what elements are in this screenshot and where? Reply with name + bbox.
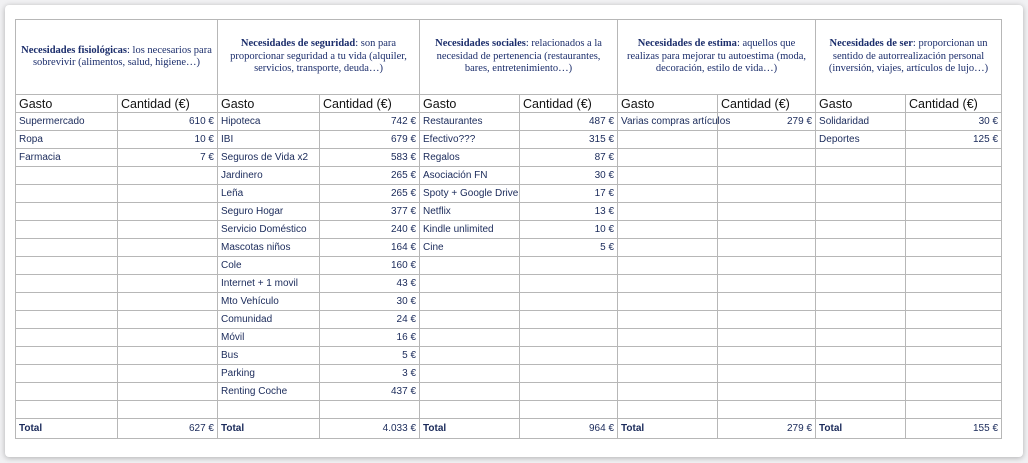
- amount-cell[interactable]: [118, 329, 218, 347]
- amount-cell[interactable]: 5 €: [320, 347, 420, 365]
- total-label-cell[interactable]: Total: [618, 419, 718, 439]
- expense-cell[interactable]: [420, 347, 520, 365]
- expense-cell[interactable]: [618, 311, 718, 329]
- expense-cell[interactable]: Farmacia: [16, 149, 118, 167]
- expense-cell[interactable]: [16, 221, 118, 239]
- expense-cell[interactable]: Móvil: [218, 329, 320, 347]
- section-title: Necesidades de estima: [637, 38, 737, 50]
- amount-cell[interactable]: [906, 311, 1002, 329]
- amount-cell[interactable]: 377 €: [320, 203, 420, 221]
- total-label-cell[interactable]: Total: [16, 419, 118, 439]
- expense-cell[interactable]: [618, 203, 718, 221]
- expense-cell[interactable]: [816, 311, 906, 329]
- empty-cell[interactable]: [906, 401, 1002, 419]
- amount-cell[interactable]: 315 €: [520, 131, 618, 149]
- expense-cell[interactable]: [16, 329, 118, 347]
- table-row: [16, 239, 1002, 257]
- amount-cell[interactable]: [906, 365, 1002, 383]
- table-row: [16, 221, 1002, 239]
- expense-cell[interactable]: Seguro Hogar: [218, 203, 320, 221]
- section-description: : aquellos que realizas para mejorar tu autoestima (moda, decoración, estilo de vida…): [627, 38, 807, 75]
- expense-cell[interactable]: Restaurantes: [420, 113, 520, 131]
- expense-cell[interactable]: Kindle unlimited: [420, 221, 520, 239]
- amount-cell[interactable]: [118, 239, 218, 257]
- table-row: [16, 275, 1002, 293]
- expense-cell[interactable]: [420, 383, 520, 401]
- total-value-cell[interactable]: 279 €: [718, 419, 816, 439]
- table-row: [16, 113, 1002, 131]
- amount-cell[interactable]: 16 €: [320, 329, 420, 347]
- expense-cell[interactable]: [618, 131, 718, 149]
- amount-cell[interactable]: 87 €: [520, 149, 618, 167]
- col-header-amount[interactable]: Cantidad (€): [906, 95, 1002, 113]
- amount-cell[interactable]: [718, 293, 816, 311]
- expense-cell[interactable]: [618, 293, 718, 311]
- amount-cell[interactable]: [718, 149, 816, 167]
- expense-cell[interactable]: [816, 383, 906, 401]
- expense-cell[interactable]: [16, 185, 118, 203]
- total-label-cell[interactable]: Total: [816, 419, 906, 439]
- expense-cell[interactable]: [816, 185, 906, 203]
- col-header-amount[interactable]: Cantidad (€): [320, 95, 420, 113]
- total-label-cell[interactable]: Total: [420, 419, 520, 439]
- expense-cell[interactable]: [618, 383, 718, 401]
- col-header-expense[interactable]: Gasto: [420, 95, 520, 113]
- amount-cell[interactable]: [906, 383, 1002, 401]
- amount-cell[interactable]: [906, 167, 1002, 185]
- amount-cell[interactable]: [718, 275, 816, 293]
- amount-cell[interactable]: 43 €: [320, 275, 420, 293]
- empty-cell[interactable]: [420, 401, 520, 419]
- amount-cell[interactable]: 583 €: [320, 149, 420, 167]
- total-label-cell[interactable]: Total: [218, 419, 320, 439]
- amount-cell[interactable]: [118, 347, 218, 365]
- table-row: [16, 383, 1002, 401]
- expense-cell[interactable]: Spoty + Google Drive: [420, 185, 520, 203]
- total-row: [16, 419, 1002, 439]
- amount-cell[interactable]: 487 €: [520, 113, 618, 131]
- expense-cell[interactable]: [816, 203, 906, 221]
- amount-cell[interactable]: 5 €: [520, 239, 618, 257]
- amount-cell[interactable]: 30 €: [520, 167, 618, 185]
- expense-cell[interactable]: Cole: [218, 257, 320, 275]
- total-value-cell[interactable]: 155 €: [906, 419, 1002, 439]
- expense-cell[interactable]: [16, 347, 118, 365]
- table-row: [16, 311, 1002, 329]
- col-header-expense[interactable]: Gasto: [816, 95, 906, 113]
- expense-cell[interactable]: Varias compras artículos: [618, 113, 718, 131]
- column-header-row: [16, 95, 1002, 113]
- expense-cell[interactable]: [16, 383, 118, 401]
- expense-cell[interactable]: [16, 293, 118, 311]
- expense-cell[interactable]: [420, 275, 520, 293]
- expense-cell[interactable]: [816, 221, 906, 239]
- amount-cell[interactable]: [718, 131, 816, 149]
- expense-cell[interactable]: [816, 365, 906, 383]
- amount-cell[interactable]: [906, 203, 1002, 221]
- amount-cell[interactable]: 437 €: [320, 383, 420, 401]
- amount-cell[interactable]: [520, 347, 618, 365]
- expense-cell[interactable]: [16, 275, 118, 293]
- section-description: : los necesarios para sobrevivir (alimentos, salud, higiene…): [32, 44, 212, 68]
- amount-cell[interactable]: [118, 275, 218, 293]
- amount-cell[interactable]: [906, 329, 1002, 347]
- expense-cell[interactable]: Cine: [420, 239, 520, 257]
- amount-cell[interactable]: [906, 257, 1002, 275]
- table-row: [16, 167, 1002, 185]
- amount-cell[interactable]: [718, 329, 816, 347]
- amount-cell[interactable]: 742 €: [320, 113, 420, 131]
- amount-cell[interactable]: [520, 383, 618, 401]
- expense-cell[interactable]: [420, 329, 520, 347]
- amount-cell[interactable]: 279 €: [718, 113, 816, 131]
- expense-cell[interactable]: Asociación FN: [420, 167, 520, 185]
- spreadsheet-sheet: [5, 5, 1023, 457]
- amount-cell[interactable]: [118, 311, 218, 329]
- expense-cell[interactable]: [618, 329, 718, 347]
- amount-cell[interactable]: [718, 365, 816, 383]
- expense-cell[interactable]: [816, 347, 906, 365]
- expense-cell[interactable]: [816, 293, 906, 311]
- empty-cell[interactable]: [218, 401, 320, 419]
- expense-cell[interactable]: Efectivo???: [420, 131, 520, 149]
- amount-cell[interactable]: [718, 239, 816, 257]
- amount-cell[interactable]: [118, 167, 218, 185]
- section-description: : proporcionan un sentido de autorrealización personal (inversión, viajes, artículos de lujo…): [828, 38, 989, 75]
- amount-cell[interactable]: [906, 185, 1002, 203]
- amount-cell[interactable]: [520, 329, 618, 347]
- amount-cell[interactable]: [906, 149, 1002, 167]
- expense-cell[interactable]: Mto Vehículo: [218, 293, 320, 311]
- amount-cell[interactable]: [906, 221, 1002, 239]
- amount-cell[interactable]: [718, 203, 816, 221]
- amount-cell[interactable]: [520, 257, 618, 275]
- col-header-expense[interactable]: Gasto: [218, 95, 320, 113]
- amount-cell[interactable]: [520, 311, 618, 329]
- col-header-expense[interactable]: Gasto: [618, 95, 718, 113]
- amount-cell[interactable]: 3 €: [320, 365, 420, 383]
- section-title: Necesidades sociales: [435, 38, 526, 50]
- expense-cell[interactable]: [618, 347, 718, 365]
- expense-cell[interactable]: Internet + 1 movil: [218, 275, 320, 293]
- table-row: [16, 329, 1002, 347]
- expense-cell[interactable]: Parking: [218, 365, 320, 383]
- amount-cell[interactable]: 24 €: [320, 311, 420, 329]
- amount-cell[interactable]: [718, 185, 816, 203]
- expense-cell[interactable]: [16, 239, 118, 257]
- total-value-cell[interactable]: 964 €: [520, 419, 618, 439]
- table-row: [16, 347, 1002, 365]
- expense-cell[interactable]: [816, 167, 906, 185]
- section-title: Necesidades de seguridad: [240, 38, 356, 50]
- amount-cell[interactable]: [718, 383, 816, 401]
- table-row: [16, 293, 1002, 311]
- amount-cell[interactable]: [118, 221, 218, 239]
- amount-cell[interactable]: 10 €: [118, 131, 218, 149]
- expense-cell[interactable]: [618, 239, 718, 257]
- expense-cell[interactable]: [816, 239, 906, 257]
- expense-cell[interactable]: [16, 257, 118, 275]
- empty-cell[interactable]: [816, 401, 906, 419]
- empty-cell[interactable]: [320, 401, 420, 419]
- amount-cell[interactable]: 125 €: [906, 131, 1002, 149]
- section-header-cell[interactable]: [618, 20, 816, 95]
- expense-cell[interactable]: Bus: [218, 347, 320, 365]
- expense-cell[interactable]: [618, 257, 718, 275]
- expense-cell[interactable]: [618, 149, 718, 167]
- amount-cell[interactable]: [520, 275, 618, 293]
- amount-cell[interactable]: 10 €: [520, 221, 618, 239]
- amount-cell[interactable]: [906, 239, 1002, 257]
- total-value-cell[interactable]: 627 €: [118, 419, 218, 439]
- empty-cell[interactable]: [520, 401, 618, 419]
- expense-cell[interactable]: [618, 365, 718, 383]
- amount-cell[interactable]: [718, 257, 816, 275]
- amount-cell[interactable]: 160 €: [320, 257, 420, 275]
- amount-cell[interactable]: [118, 185, 218, 203]
- section-description: : relacionados a la necesidad de pertenencia (restaurantes, bares, entretenimiento…): [436, 38, 602, 75]
- amount-cell[interactable]: 13 €: [520, 203, 618, 221]
- amount-cell[interactable]: 17 €: [520, 185, 618, 203]
- expense-cell[interactable]: [420, 365, 520, 383]
- section-header-row: [16, 20, 1002, 95]
- expense-cell[interactable]: [16, 167, 118, 185]
- spacer-row: [16, 401, 1002, 419]
- expense-cell[interactable]: Netflix: [420, 203, 520, 221]
- expense-cell[interactable]: [420, 311, 520, 329]
- col-header-amount[interactable]: Cantidad (€): [520, 95, 618, 113]
- amount-cell[interactable]: 30 €: [320, 293, 420, 311]
- amount-cell[interactable]: [718, 311, 816, 329]
- table-row: [16, 257, 1002, 275]
- empty-cell[interactable]: [118, 401, 218, 419]
- amount-cell[interactable]: [118, 203, 218, 221]
- expense-cell[interactable]: [816, 329, 906, 347]
- amount-cell[interactable]: 164 €: [320, 239, 420, 257]
- empty-cell[interactable]: [618, 401, 718, 419]
- expense-cell[interactable]: Supermercado: [16, 113, 118, 131]
- amount-cell[interactable]: [118, 365, 218, 383]
- expense-cell[interactable]: [420, 293, 520, 311]
- amount-cell[interactable]: [906, 293, 1002, 311]
- section-title: Necesidades de ser: [829, 38, 913, 50]
- expense-cell[interactable]: [16, 365, 118, 383]
- table-row: [16, 185, 1002, 203]
- expense-cell[interactable]: Mascotas niños: [218, 239, 320, 257]
- amount-cell[interactable]: [520, 365, 618, 383]
- amount-cell[interactable]: 679 €: [320, 131, 420, 149]
- expense-cell[interactable]: [618, 185, 718, 203]
- amount-cell[interactable]: [906, 347, 1002, 365]
- amount-cell[interactable]: 7 €: [118, 149, 218, 167]
- section-title: Necesidades fisiológicas: [21, 44, 128, 56]
- amount-cell[interactable]: [520, 293, 618, 311]
- total-value-cell[interactable]: 4.033 €: [320, 419, 420, 439]
- amount-cell[interactable]: [718, 167, 816, 185]
- col-header-amount[interactable]: Cantidad (€): [718, 95, 816, 113]
- section-description: : son para proporcionar seguridad a tu vida (alquiler, servicios, transporte, deuda…): [230, 38, 407, 75]
- expense-cell[interactable]: [816, 275, 906, 293]
- amount-cell[interactable]: [118, 293, 218, 311]
- expense-cell[interactable]: [618, 221, 718, 239]
- table-row: [16, 365, 1002, 383]
- expense-cell[interactable]: Leña: [218, 185, 320, 203]
- table-row: [16, 149, 1002, 167]
- table-row: [16, 131, 1002, 149]
- expense-cell[interactable]: [816, 149, 906, 167]
- expense-cell[interactable]: IBI: [218, 131, 320, 149]
- expense-cell[interactable]: [16, 203, 118, 221]
- expense-cell[interactable]: Hipoteca: [218, 113, 320, 131]
- expense-cell[interactable]: [420, 257, 520, 275]
- amount-cell[interactable]: [118, 383, 218, 401]
- expense-cell[interactable]: Seguros de Vida x2: [218, 149, 320, 167]
- section-header-cell[interactable]: [816, 20, 1002, 95]
- expense-cell[interactable]: [16, 311, 118, 329]
- budget-table: [15, 19, 1002, 439]
- col-header-amount[interactable]: Cantidad (€): [118, 95, 218, 113]
- amount-cell[interactable]: [718, 347, 816, 365]
- amount-cell[interactable]: [118, 257, 218, 275]
- amount-cell[interactable]: 240 €: [320, 221, 420, 239]
- section-header-cell[interactable]: [218, 20, 420, 95]
- expense-cell[interactable]: [816, 257, 906, 275]
- col-header-expense[interactable]: Gasto: [16, 95, 118, 113]
- amount-cell[interactable]: 610 €: [118, 113, 218, 131]
- expense-cell[interactable]: Regalos: [420, 149, 520, 167]
- expense-cell[interactable]: Jardinero: [218, 167, 320, 185]
- empty-cell[interactable]: [718, 401, 816, 419]
- expense-cell[interactable]: Solidaridad: [816, 113, 906, 131]
- amount-cell[interactable]: 30 €: [906, 113, 1002, 131]
- amount-cell[interactable]: 265 €: [320, 185, 420, 203]
- expense-cell[interactable]: [618, 275, 718, 293]
- amount-cell[interactable]: [906, 275, 1002, 293]
- table-row: [16, 203, 1002, 221]
- section-header-cell[interactable]: [16, 20, 218, 95]
- expense-cell[interactable]: Ropa: [16, 131, 118, 149]
- expense-cell[interactable]: Comunidad: [218, 311, 320, 329]
- expense-cell[interactable]: Deportes: [816, 131, 906, 149]
- expense-cell[interactable]: [618, 167, 718, 185]
- amount-cell[interactable]: [718, 221, 816, 239]
- expense-cell[interactable]: Renting Coche: [218, 383, 320, 401]
- amount-cell[interactable]: 265 €: [320, 167, 420, 185]
- empty-cell[interactable]: [16, 401, 118, 419]
- section-header-cell[interactable]: [420, 20, 618, 95]
- expense-cell[interactable]: Servicio Doméstico: [218, 221, 320, 239]
